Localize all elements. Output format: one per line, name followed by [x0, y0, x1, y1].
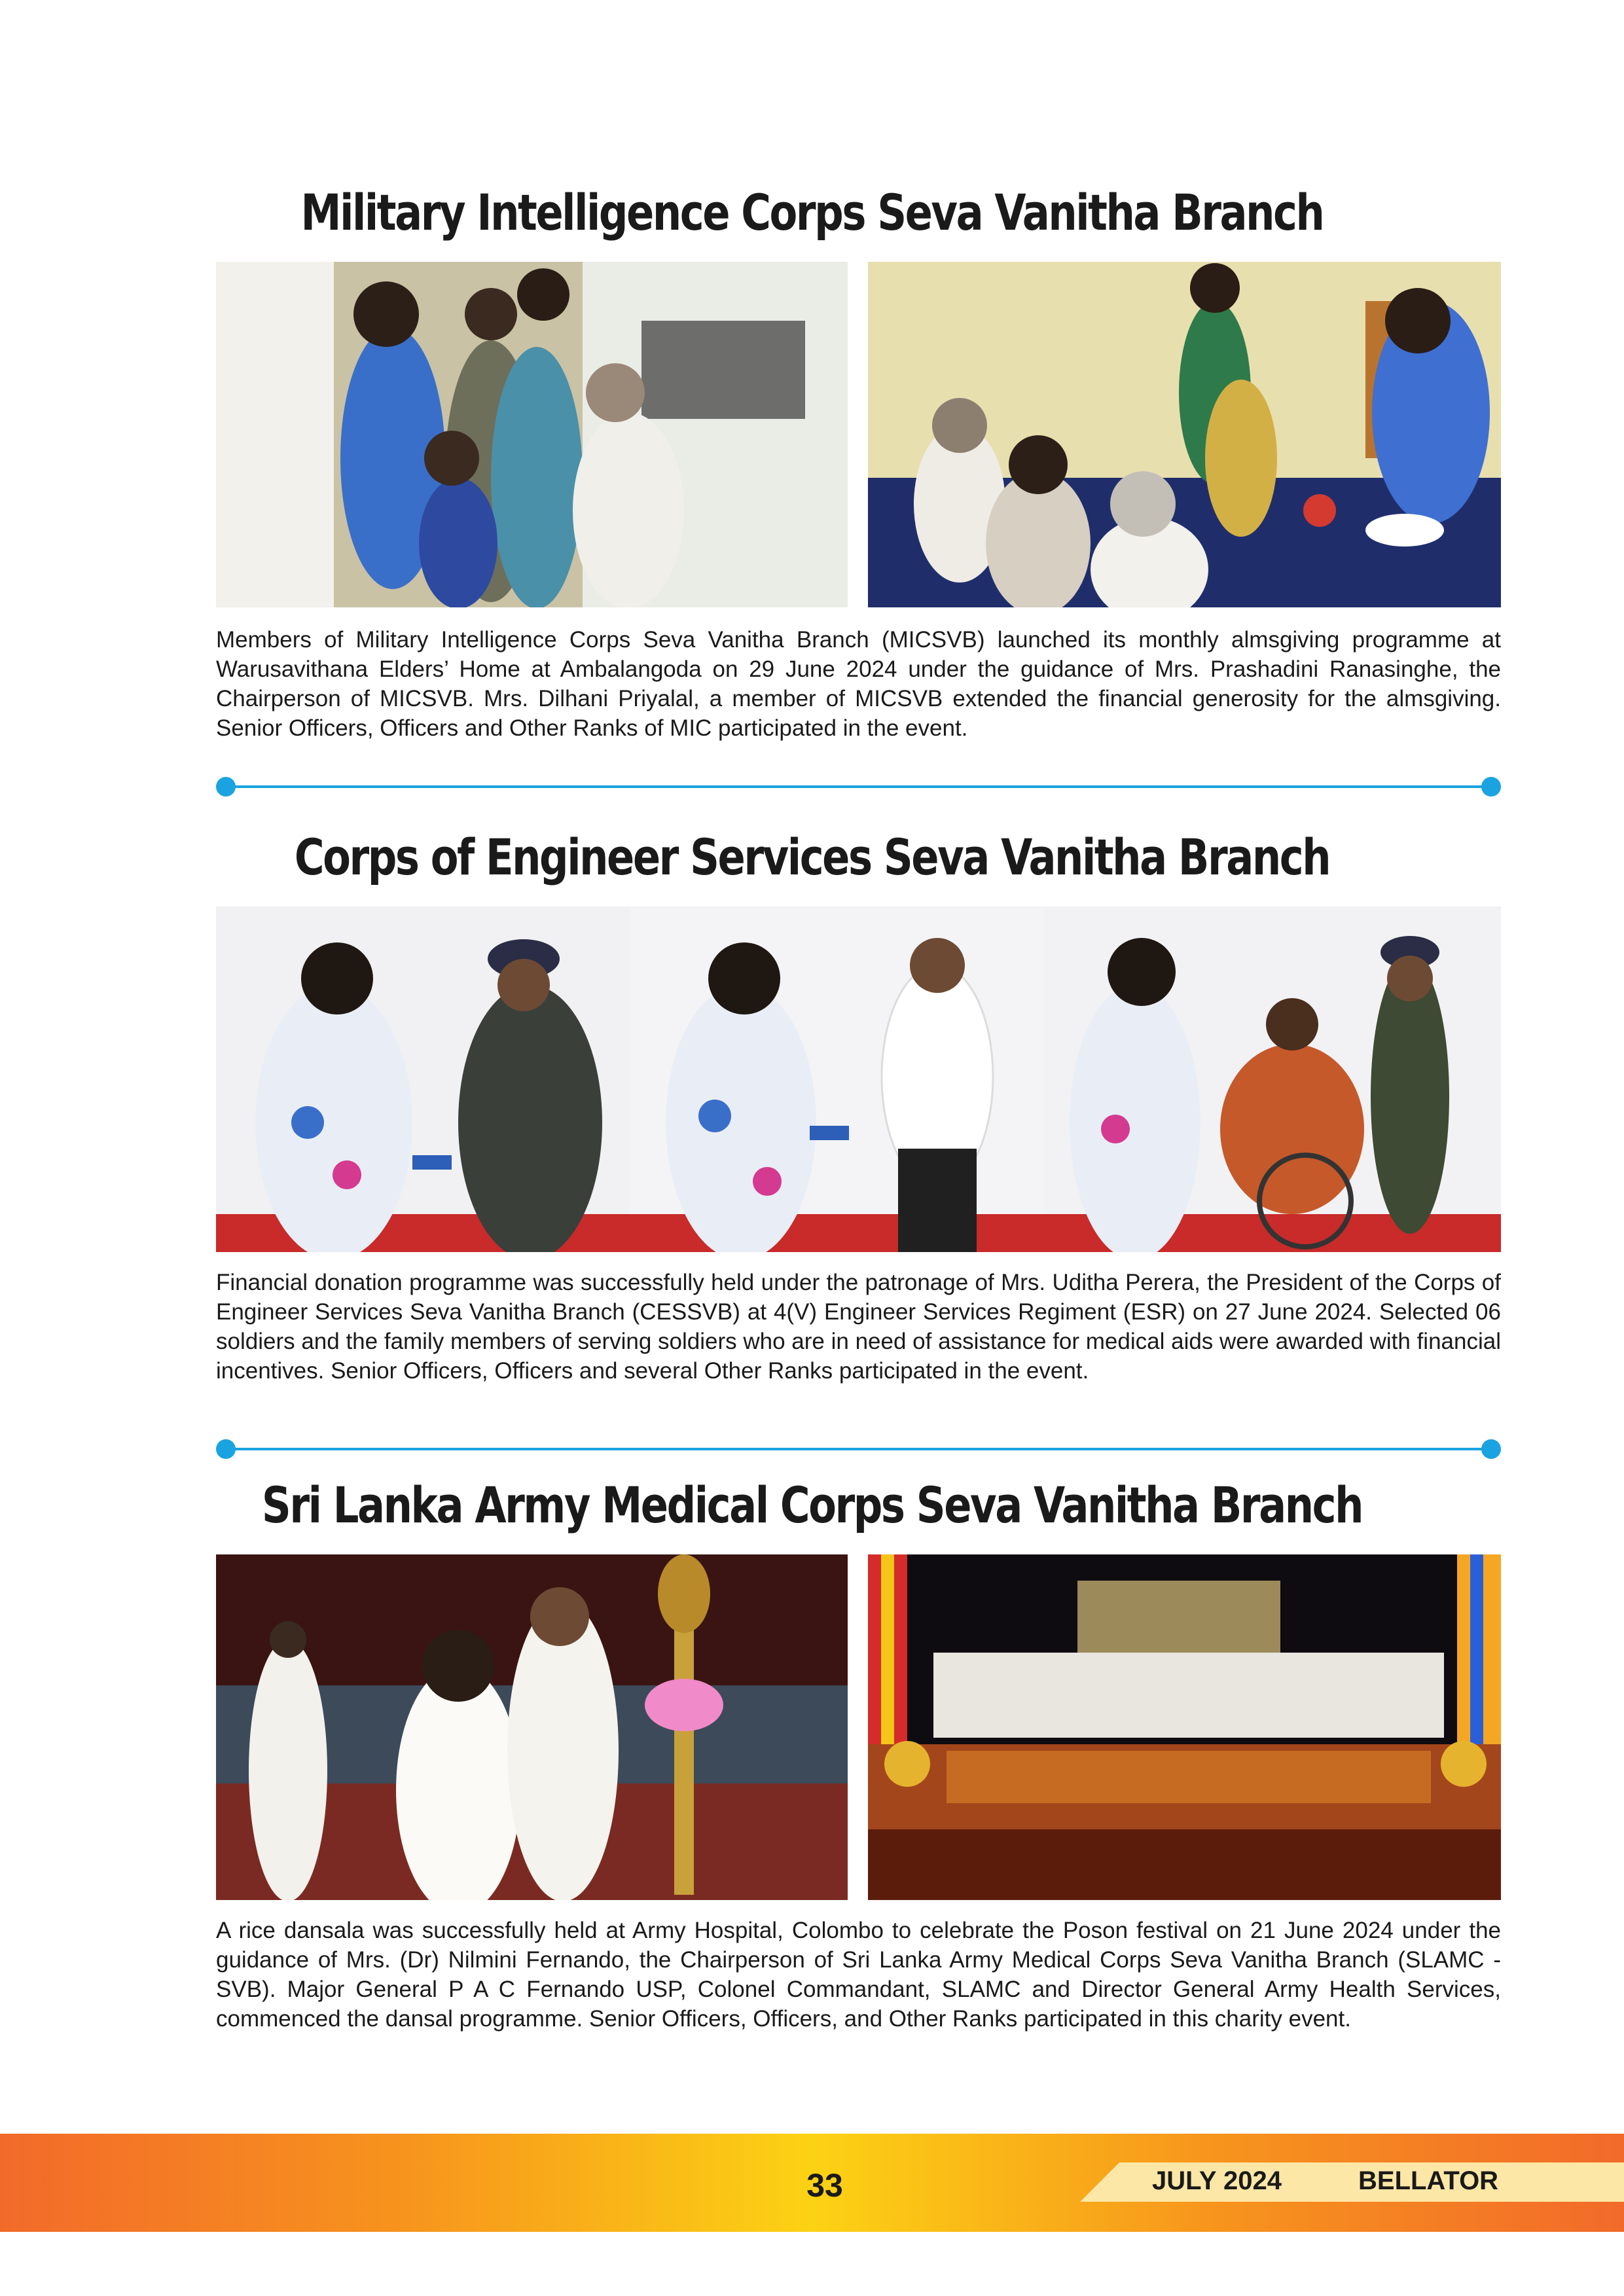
photo-mic-almsgiving-serving: [868, 262, 1501, 607]
photo-engineer-wheelchair: [1043, 906, 1501, 1252]
section-divider-1: [216, 777, 1501, 797]
section-title-engineer: Corps of Engineer Services Seva Vanitha Branch: [294, 828, 1330, 886]
section-title-medical: Sri Lanka Army Medical Corps Seva Vanitha Branch: [261, 1476, 1363, 1534]
photo-medical-oil-lamp: [216, 1554, 848, 1900]
photo-mic-elders-greeting: [216, 262, 848, 607]
caption-engineer: Financial donation programme was successfully held under the patronage of Mrs. Uditha Perera, the President of the Corps of Engineer Services Seva Vanitha Branch (CESSVB) at 4(V) Engineer Services Regiment (ESR) on 27 June 2024. Selected 06 soldiers and the family members of serving soldiers who are in need of assistance for medical aids were awarded with financial incentives. Senior Officers, Officers and several Other Ranks participated in the event.: [216, 1270, 1501, 1384]
caption-medical: A rice dansala was successfully held at Army Hospital, Colombo to celebrate the Poson festival on 21 June 2024 under the guidance of Mrs. (Dr) Nilmini Fernando, the Chairperson of Sri Lanka Army Medical Corps Seva Vanitha Branch (SLAMC - SVB). Major General P A C Fernando USP, Colonel Commandant, SLAMC and Director General Army Health Services, commenced the dansal programme. Senior Officers, Officers, and Other Ranks participated in this charity event.: [216, 1918, 1501, 2032]
magazine-name: BELLATOR: [1358, 2166, 1499, 2195]
photo-engineer-donation-1: [216, 906, 630, 1252]
section-divider-2: [216, 1439, 1501, 1459]
issue-date: JULY 2024: [1152, 2166, 1282, 2195]
caption-mic: Members of Military Intelligence Corps Seva Vanitha Branch (MICSVB) launched its monthly almsgiving programme at Warusavithana Elders’ Home at Ambalangoda on 29 June 2024 under the guidance of Mrs. Prashadini Ranasinghe, the Chairperson of MICSVB. Mrs. Dilhani Priyalal, a member of MICSVB extended the financial generosity for the almsgiving. Senior Officers, Officers and Other Ranks of MIC participated in the event.: [216, 627, 1501, 741]
photo-engineer-donation-2: [630, 906, 1043, 1252]
photo-medical-poson-stage: [868, 1554, 1501, 1900]
page-number: 33: [806, 2167, 843, 2204]
section-title-mic: Military Intelligence Corps Seva Vanitha Branch: [300, 183, 1324, 242]
